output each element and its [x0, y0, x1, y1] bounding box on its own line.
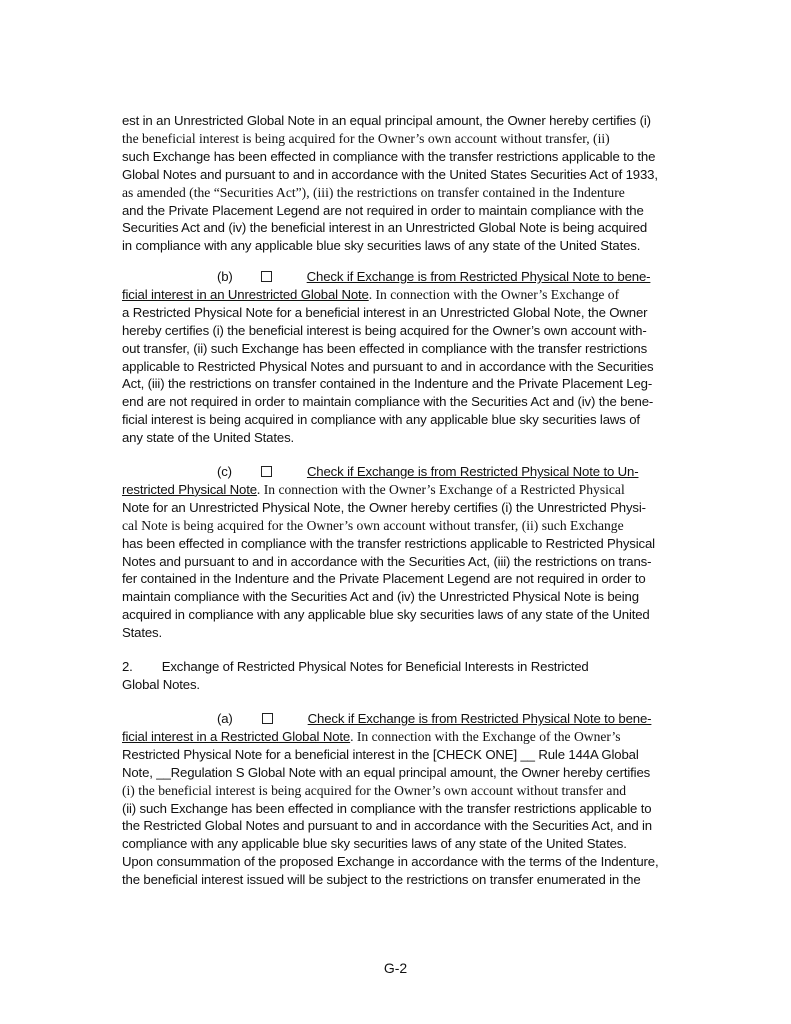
item-a	[122, 710, 712, 889]
text-line: in compliance with any applicable blue sky securities laws of any state of the United States.	[122, 238, 641, 254]
text-line: hereby certifies (i) the beneficial interest is being acquired for the Owner’s own account with-	[122, 322, 647, 338]
item-b-heading: Check if Exchange is from Restricted Physical Note to bene-	[306, 269, 651, 284]
text-line: (ii) such Exchange has been effected in compliance with the transfer restrictions applicable to	[122, 800, 652, 816]
text-line: Global Notes and pursuant to and in accordance with the United States Securities Act of 1933,	[122, 166, 658, 182]
item-b-marker: (b)	[217, 269, 233, 284]
text-line: the beneficial interest is being acquired for the Owner’s own account without transfer, (ii)	[122, 130, 610, 146]
text-line: acquired in compliance with any applicable blue sky securities laws of any state of the United	[122, 607, 650, 623]
item-a-heading-line-2	[122, 728, 712, 746]
text-line: Securities Act and (iv) the beneficial interest in an Unrestricted Global Note is being acquired	[122, 220, 648, 236]
text-line: out transfer, (ii) such Exchange has been effected in compliance with the transfer restrictions	[122, 340, 648, 356]
item-a-marker: (a)	[217, 711, 233, 726]
text-line: Note, __Regulation S Global Note with an equal principal amount, the Owner hereby certifies	[122, 764, 651, 780]
text-line: the beneficial interest issued will be subject to the restrictions on transfer enumerated in the	[122, 872, 641, 888]
item-a-heading-line	[122, 710, 712, 728]
item-a-heading-cont: ficial interest in a Restricted Global Note	[122, 728, 351, 744]
section-2-title-cont: Global Notes.	[122, 676, 200, 692]
text-line: compliance with any applicable blue sky securities laws of any state of the United States.	[122, 836, 627, 852]
text-line: ficial interest is being acquired in compliance with any applicable blue sky securities laws of	[122, 412, 640, 428]
text-line: Notes and pursuant to and in accordance with the Securities Act, (iii) the restrictions on trans-	[122, 553, 652, 569]
text-line: States.	[122, 625, 162, 641]
text-line: maintain compliance with the Securities Act and (iv) the Unrestricted Physical Note is being	[122, 589, 639, 605]
text-line: (i) the beneficial interest is being acquired for the Owner’s own account without transfer and	[122, 782, 627, 798]
item-c-heading-line-2	[122, 481, 712, 499]
section-2-number: 2.	[122, 659, 133, 674]
item-a-lead: . In connection with the Exchange of the Owner’s	[350, 728, 621, 744]
text-line: Restricted Physical Note for a beneficial interest in the [CHECK ONE] __ Rule 144A Global	[122, 746, 639, 762]
text-line: such Exchange has been effected in compliance with the transfer restrictions applicable to the	[122, 148, 656, 164]
section-2-title: Exchange of Restricted Physical Notes for Beneficial Interests in Restricted	[161, 659, 589, 674]
text-line: Act, (iii) the restrictions on transfer contained in the Indenture and the Private Placement Leg-	[122, 376, 653, 392]
text-line: Note for an Unrestricted Physical Note, the Owner hereby certifies (i) the Unrestricted Physi-	[122, 499, 646, 515]
text-line: any state of the United States.	[122, 430, 295, 446]
text-line: and the Private Placement Legend are not required in order to maintain compliance with the	[122, 202, 644, 218]
text-line: has been effected in compliance with the transfer restrictions applicable to Restricted Physical	[122, 535, 655, 551]
item-b	[122, 268, 712, 447]
text-line: applicable to Restricted Physical Notes and pursuant to and in accordance with the Securities	[122, 358, 654, 374]
item-a-checkbox[interactable]	[262, 713, 273, 724]
text-line: Upon consummation of the proposed Exchange in accordance with the terms of the Indenture,	[122, 854, 659, 870]
section-2-heading	[122, 658, 712, 694]
text-line: as amended (the “Securities Act”), (iii) the restrictions on transfer contained in the Indenture	[122, 184, 625, 200]
item-b-heading-line	[122, 268, 712, 286]
text-line: cal Note is being acquired for the Owner’s own account without transfer, (ii) such Exchange	[122, 517, 624, 533]
text-line: est in an Unrestricted Global Note in an equal principal amount, the Owner hereby certifies (i)	[122, 113, 651, 128]
text-line: fer contained in the Indenture and the Private Placement Legend are not required in order to	[122, 571, 646, 587]
item-b-heading-cont: ficial interest in an Unrestricted Global Note	[122, 286, 369, 302]
text-line: end are not required in order to maintain compliance with the Securities Act and (iv) the bene-	[122, 394, 654, 410]
item-c-heading-cont: restricted Physical Note	[122, 481, 257, 497]
item-b-lead: . In connection with the Owner’s Exchange of	[368, 286, 620, 302]
text-line: the Restricted Global Notes and pursuant to and in accordance with the Securities Act, and in	[122, 818, 652, 834]
item-b-heading-line-2	[122, 286, 712, 304]
item-c-checkbox[interactable]	[261, 466, 272, 477]
item-a-heading: Check if Exchange is from Restricted Physical Note to bene-	[307, 711, 652, 726]
page-number: G-2	[383, 960, 408, 976]
item-c-heading: Check if Exchange is from Restricted Physical Note to Un-	[306, 464, 639, 479]
item-c-heading-line	[122, 463, 712, 481]
item-b-checkbox[interactable]	[261, 271, 272, 282]
item-c	[122, 463, 712, 642]
section-2-title-line	[122, 658, 712, 676]
item-c-marker: (c)	[217, 464, 232, 479]
paragraph-certification	[122, 112, 712, 255]
item-c-lead: . In connection with the Owner’s Exchange of a Restricted Physical	[256, 481, 625, 497]
text-line: a Restricted Physical Note for a beneficial interest in an Unrestricted Global Note, the Owner	[122, 304, 648, 320]
